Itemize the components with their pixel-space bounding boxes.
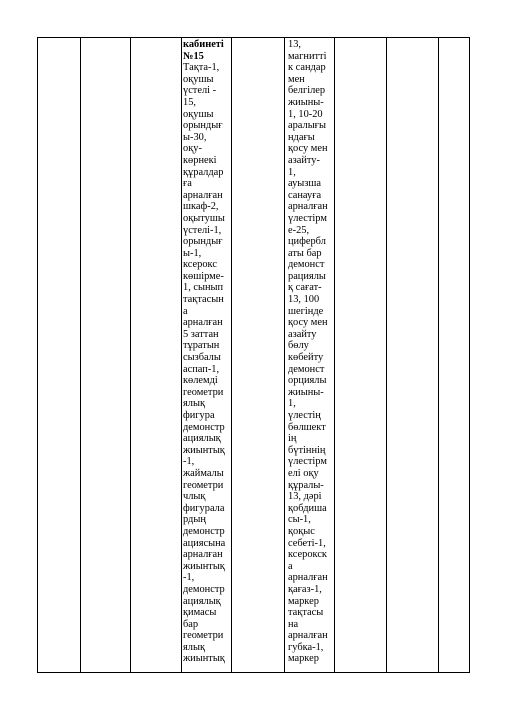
cell-line: үстелі-1, (183, 224, 222, 236)
cell-line: арналған (288, 201, 328, 213)
cell-line: демонстр (183, 583, 225, 595)
cell-line: сызбалы (183, 352, 221, 364)
cell-line: көрнекі (183, 154, 217, 166)
equipment-list-cell-continued (288, 39, 328, 665)
cell-line: ндағы (288, 131, 315, 143)
cell-line: 1, (288, 166, 296, 178)
cell-line: демонстр (183, 525, 225, 537)
cell-line: маркер (288, 653, 319, 665)
cell-line: көлемді (183, 375, 218, 387)
cell-line: қосу мен (288, 317, 328, 329)
cell-line: демонст (288, 363, 325, 375)
cell-line: сы-1, (288, 514, 311, 526)
cell-line: жиынтық (183, 444, 225, 456)
cell-line: 15, (183, 96, 196, 108)
cell-line: рациялы (288, 270, 326, 282)
cell-line: 13, (288, 39, 301, 50)
cell-line: мен (288, 73, 305, 85)
cell-line: арналған (183, 549, 223, 561)
cell-line: ің (288, 433, 297, 445)
cell-line: ауызша (288, 178, 321, 190)
cell-line: а (288, 560, 293, 572)
cell-line: -1, (183, 456, 195, 468)
cell-line: Тақта-1, (183, 62, 220, 74)
cell-line: азайту- (288, 154, 320, 166)
cell-line: көшірме- (183, 270, 224, 282)
cell-line: ы-1, (183, 247, 202, 259)
cell-line: фигура (183, 410, 215, 421)
cell-line: цифербл (288, 236, 326, 248)
cell-line: үлестің (288, 410, 321, 421)
cell-line: магнитті (288, 50, 327, 62)
cell-line: шкаф-2, (183, 201, 219, 213)
cell-line: бар (183, 618, 199, 630)
cell-line: а (183, 305, 188, 317)
cell-line: арналған (288, 572, 328, 584)
cell-line: тақтасы (288, 607, 324, 619)
cell-line: 1, (288, 398, 296, 410)
column-divider (334, 38, 335, 672)
column-divider (231, 38, 232, 672)
cell-line: ациясына (183, 537, 226, 549)
cell-line: тұратын (183, 340, 220, 352)
cell-line: тақтасын (183, 294, 224, 306)
cell-line: жиыны- (288, 386, 324, 398)
cell-line: оқу- (183, 143, 202, 155)
cell-line: бүтіннің (288, 444, 326, 456)
cell-line: қоқыс (288, 525, 315, 537)
cell-line: жаймалы (183, 467, 224, 479)
cell-line: құралы- (288, 479, 324, 491)
column-divider (80, 38, 81, 672)
cell-line: 1, сынып (183, 282, 224, 294)
cell-line: оқушы (183, 73, 214, 85)
cell-line: ациялық (183, 433, 221, 445)
cell-line: арналған (183, 317, 223, 329)
cell-line: қ сағат- (288, 282, 322, 294)
cell-line: жиынтық (183, 560, 225, 572)
cell-line: орциялы (288, 375, 327, 387)
cell-line: №15 (183, 50, 204, 62)
cell-line: оқушы (183, 108, 214, 120)
cell-line: шегінде (288, 305, 324, 317)
cell-line: орындығ (183, 120, 223, 132)
cell-line: оқытушы (183, 212, 225, 224)
cell-line: жиынтық (183, 653, 225, 665)
cell-line: ациялық (183, 595, 221, 607)
cell-line: геометри (183, 630, 224, 642)
cell-line: 5 заттан (183, 328, 219, 340)
cell-line: на (288, 618, 299, 630)
cell-line: елі оқу (288, 467, 319, 479)
cell-line: орындығ (183, 236, 223, 248)
column-divider (386, 38, 387, 672)
cell-line: 13, 100 (288, 294, 320, 306)
cell-line: рдың (183, 514, 206, 526)
cell-line: -1, (183, 572, 195, 584)
cell-line: фигурала (183, 502, 225, 514)
cell-line: белгілер (288, 85, 326, 97)
cell-line: е-25, (288, 224, 310, 236)
cell-line: ксерокс (183, 259, 217, 271)
cell-line: члық (183, 491, 206, 503)
equipment-table (37, 37, 470, 673)
cell-line: қобдиша (288, 502, 327, 514)
cell-line: демонстр (183, 421, 225, 433)
cell-line: үстелі - (183, 85, 217, 97)
cell-line: бөлу (288, 340, 309, 352)
cell-line: к сандар (288, 62, 326, 74)
cell-line: көбейту (288, 352, 324, 364)
cell-line: азайту (288, 328, 317, 340)
cell-line: үлестірм (288, 212, 327, 224)
cell-line: аспап-1, (183, 363, 220, 375)
cell-line: 13, дәрі (288, 491, 322, 503)
cell-line: маркер (288, 595, 319, 607)
cell-line: ы-30, (183, 131, 207, 143)
cell-line: арналған (288, 630, 328, 642)
cell-line: ға (183, 178, 192, 190)
cell-line: аты бар (288, 247, 322, 259)
cell-line: себеті-1, (288, 537, 326, 549)
cell-line: 1, 10-20 (288, 108, 323, 120)
cell-line: аралығы (288, 120, 326, 132)
cell-line: жиыны- (288, 96, 324, 108)
cell-line: губка-1, (288, 641, 324, 653)
cell-line: кабинеті (183, 39, 224, 50)
cell-line: қимасы (183, 607, 217, 619)
column-divider (181, 38, 182, 672)
cell-line: ксерокск (288, 549, 327, 561)
cell-line: қосу мен (288, 143, 328, 155)
column-divider (284, 38, 285, 672)
cell-line: қағаз-1, (288, 583, 322, 595)
cell-line: санауға (288, 189, 322, 201)
cell-line: бөлшект (288, 421, 326, 433)
column-divider (438, 38, 439, 672)
cell-line: арналған (183, 189, 223, 201)
column-divider (130, 38, 131, 672)
cell-line: геометри (183, 386, 224, 398)
cell-line: үлестірм (288, 456, 327, 468)
equipment-list-cell (183, 39, 225, 665)
cell-line: геометри (183, 479, 224, 491)
cell-line: демонст (288, 259, 325, 271)
cell-line: ялық (183, 641, 205, 653)
cell-line: құралдар (183, 166, 224, 178)
cell-line: ялық (183, 398, 205, 410)
